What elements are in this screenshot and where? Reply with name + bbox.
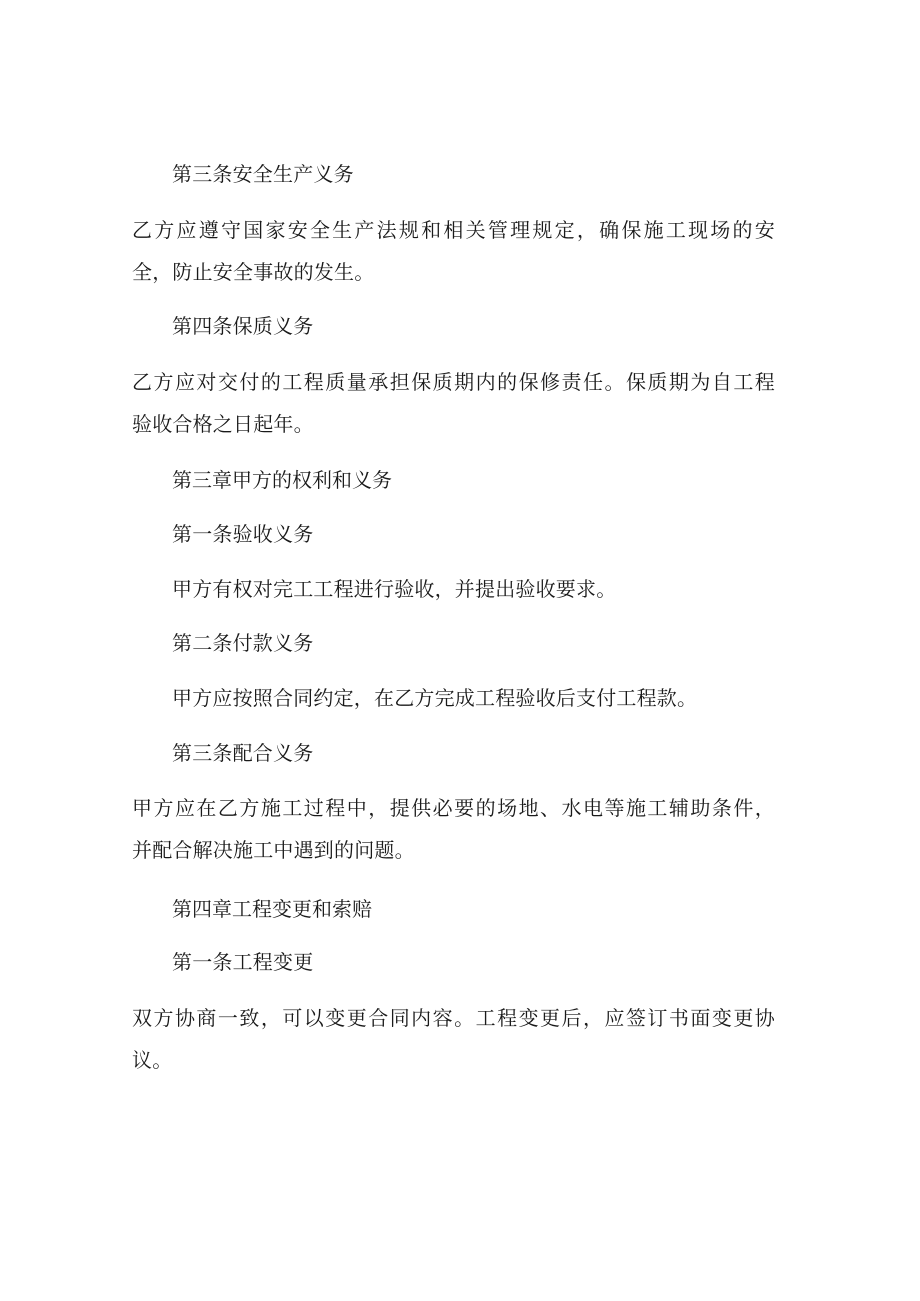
article-1-heading: 第一条工程变更 — [172, 950, 314, 974]
article-4-heading: 第四条保质义务 — [172, 314, 314, 338]
paragraph-line: 乙方应遵守国家安全生产法规和相关管理规定，确保施工现场的安 — [132, 218, 775, 242]
paragraph-line: 全，防止安全事故的发生。 — [132, 260, 375, 284]
paragraph-line: 议。 — [132, 1048, 173, 1072]
chapter-4-heading: 第四章工程变更和索赔 — [172, 897, 372, 921]
article-3-heading: 第三条配合义务 — [172, 741, 314, 765]
paragraph-line: 甲方应在乙方施工过程中，提供必要的场地、水电等施工辅助条件， — [132, 796, 775, 820]
chapter-3-heading: 第三章甲方的权利和义务 — [172, 468, 392, 492]
article-3-heading: 第三条安全生产义务 — [172, 162, 354, 186]
paragraph-line: 并配合解决施工中遇到的问题。 — [132, 838, 415, 862]
paragraph-line: 甲方有权对完工工程进行验收，并提出验收要求。 — [172, 577, 617, 601]
paragraph-line: 甲方应按照合同约定，在乙方完成工程验收后支付工程款。 — [172, 686, 698, 710]
paragraph-line: 乙方应对交付的工程质量承担保质期内的保修责任。保质期为自工程 — [132, 370, 775, 394]
paragraph-line: 验收合格之日起年。 — [132, 412, 314, 436]
article-1-heading: 第一条验收义务 — [172, 522, 314, 546]
paragraph-line: 双方协商一致，可以变更合同内容。工程变更后，应签订书面变更协 — [132, 1006, 775, 1030]
article-2-heading: 第二条付款义务 — [172, 631, 314, 655]
